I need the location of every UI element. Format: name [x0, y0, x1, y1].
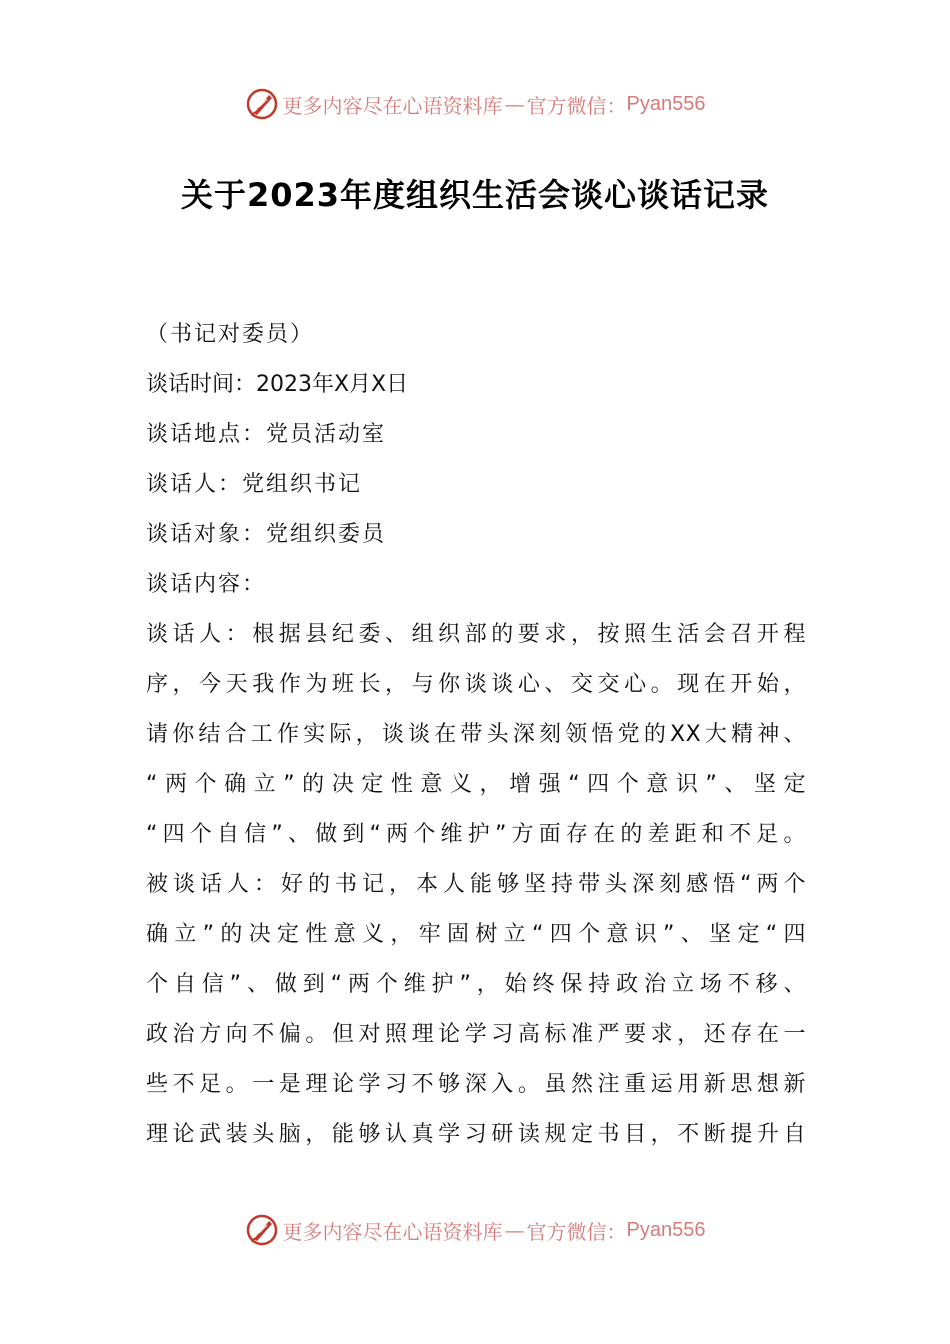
watermark-dash: —: [504, 92, 525, 116]
paragraph-line: 些不足。一是理论学习不够深入。虽然注重运用新思想新: [146, 1072, 806, 1097]
watermark-dash: —: [504, 1218, 525, 1242]
paragraph-line: 序，今天我作为班长，与你谈谈心、交交心。现在开始，: [146, 672, 806, 697]
meta-place: 谈话地点：党员活动室: [146, 422, 387, 447]
quill-pen-logo-icon: [245, 87, 279, 121]
meta-role: （书记对委员）: [146, 322, 315, 347]
watermark-wechat-id: Pyan556: [626, 92, 706, 115]
quill-pen-logo-icon: [245, 1213, 279, 1247]
paragraph-line: 个自信”、做到“两个维护”，始终保持政治立场不移、: [146, 972, 806, 997]
watermark-text: 更多内容尽在心语资料库: [282, 1219, 503, 1244]
meta-content-label: 谈话内容：: [146, 572, 267, 597]
paragraph-line: 谈话人：根据县纪委、组织部的要求，按照生活会召开程: [146, 622, 806, 647]
document-body: [146, 310, 806, 1160]
meta-time: 谈话时间：2023年X月X日: [146, 372, 409, 397]
page-title: 关于2023年度组织生活会谈心谈话记录: [180, 176, 770, 214]
watermark-label: 官方微信：: [526, 93, 627, 118]
paragraph-line: 被谈话人：好的书记，本人能够坚持带头深刻感悟“两个: [146, 872, 806, 897]
paragraph-line: “四个自信”、做到“两个维护”方面存在的差距和不足。: [146, 822, 806, 847]
watermark-wechat-id: Pyan556: [626, 1218, 706, 1241]
watermark-text: 更多内容尽在心语资料库: [282, 93, 503, 118]
paragraph-line: 请你结合工作实际，谈谈在带头深刻领悟党的XX大精神、: [146, 722, 806, 747]
meta-target: 谈话对象：党组织委员: [146, 522, 387, 547]
watermark-label: 官方微信：: [526, 1219, 627, 1244]
paragraph-line: 确立”的决定性意义，牢固树立“四个意识”、坚定“四: [146, 922, 806, 947]
paragraph-line: 政治方向不偏。但对照理论学习高标准严要求，还存在一: [146, 1022, 806, 1047]
watermark-banner-bottom: [0, 1210, 950, 1250]
paragraph-line: “两个确立”的决定性意义，增强“四个意识”、坚定: [146, 772, 806, 797]
paragraph-line: 理论武装头脑，能够认真学习研读规定书目，不断提升自: [146, 1122, 806, 1147]
watermark-banner-top: [0, 84, 950, 124]
meta-speaker: 谈话人：党组织书记: [146, 472, 363, 497]
